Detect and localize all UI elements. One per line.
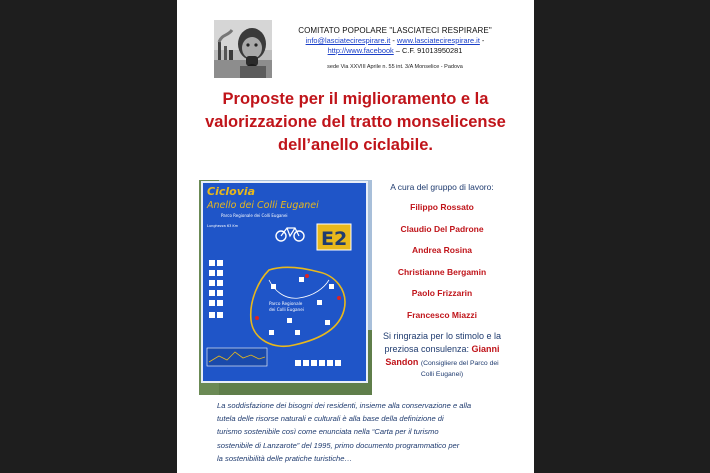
authors-lead: A cura del gruppo di lavoro: (390, 182, 494, 192)
author-name: Paolo Frizzarin (411, 288, 473, 298)
facebook-link[interactable]: http://www.facebook (327, 46, 394, 55)
title-line: Proposte per il miglioramento e la (222, 90, 489, 108)
sign-map-label-1: Parco Regionale (269, 301, 303, 306)
separator: - (479, 36, 485, 45)
separator: - (390, 36, 397, 45)
document-page (177, 0, 534, 473)
consultant-role: (Consigliere del Parco dei (420, 360, 499, 367)
intro-quote (217, 399, 517, 465)
email-link[interactable]: info@lasciatecirespirare.it (305, 36, 391, 45)
gas-mask-child-image (214, 20, 272, 78)
tax-code: – C.F. 91013950281 (393, 46, 463, 55)
quote-line: tutela delle risorse naturali e culturali è alla base della definizione di (217, 414, 444, 424)
cycle-route-sign-photo (199, 180, 372, 395)
org-contacts-line (295, 36, 495, 46)
sign-map-label-2: dei Colli Euganei (269, 307, 304, 312)
author-name: Francesco Miazzi (407, 309, 477, 320)
author-name: Andrea Rosina (412, 245, 472, 255)
author-name: Filippo Rossato (410, 202, 474, 212)
org-address (295, 62, 495, 72)
document-title (197, 88, 514, 157)
author-name: Claudio Del Padrone (400, 223, 484, 234)
authors-block (367, 181, 517, 380)
org-facebook-line (295, 46, 495, 56)
sign-parco-text: Parco Regionale dei Colli Euganei (221, 213, 288, 218)
quote-line: turismo sostenibile così come enunciata nella “Carta per il turismo (217, 427, 439, 437)
thanks-line: Si ringrazia per lo stimolo e la (382, 331, 502, 341)
consultant-last-name: Sandon (385, 357, 419, 367)
sign-route-code: E2 (321, 228, 348, 250)
sign-ciclovia-text: Ciclovia (207, 185, 256, 198)
quote-line: La soddisfazione dei bisogni dei residenti, insieme alla conservazione e alla (217, 401, 472, 410)
organization-header (295, 26, 495, 72)
website-link[interactable]: www.lasciatecirespirare.it (396, 36, 480, 45)
header-photo (214, 20, 272, 78)
quote-line: la sostenibilità delle pratiche turistiche… (217, 453, 353, 463)
org-name: COMITATO POPOLARE "LASCIATECI RESPIRARE" (298, 26, 492, 35)
sign-lunghezza-text: Lunghezza 63 Km (207, 224, 239, 228)
title-line: dell’anello ciclabile. (278, 136, 433, 154)
quote-line: sostenibile di Lanzarote” del 1995, primo documento programmatico per (217, 440, 460, 450)
address-prefix: sede (327, 64, 340, 70)
thanks-line (367, 343, 517, 356)
thanks-text: preziosa consulenza: (384, 344, 470, 354)
consultant-role-cont: Colli Euganei) (420, 371, 464, 378)
sign-anello-text: Anello dei Colli Euganei (207, 200, 319, 211)
acknowledgement (367, 330, 517, 380)
address-text: Via XXVIII Aprile n. 55 int. 3/A Monselice - Padova (340, 64, 463, 70)
thanks-line (367, 356, 517, 369)
author-name: Christianne Bergamin (397, 266, 487, 277)
consultant-first-name: Gianni (471, 344, 500, 354)
title-line: valorizzazione del tratto monselicense (205, 113, 506, 131)
sign-image (199, 180, 372, 395)
